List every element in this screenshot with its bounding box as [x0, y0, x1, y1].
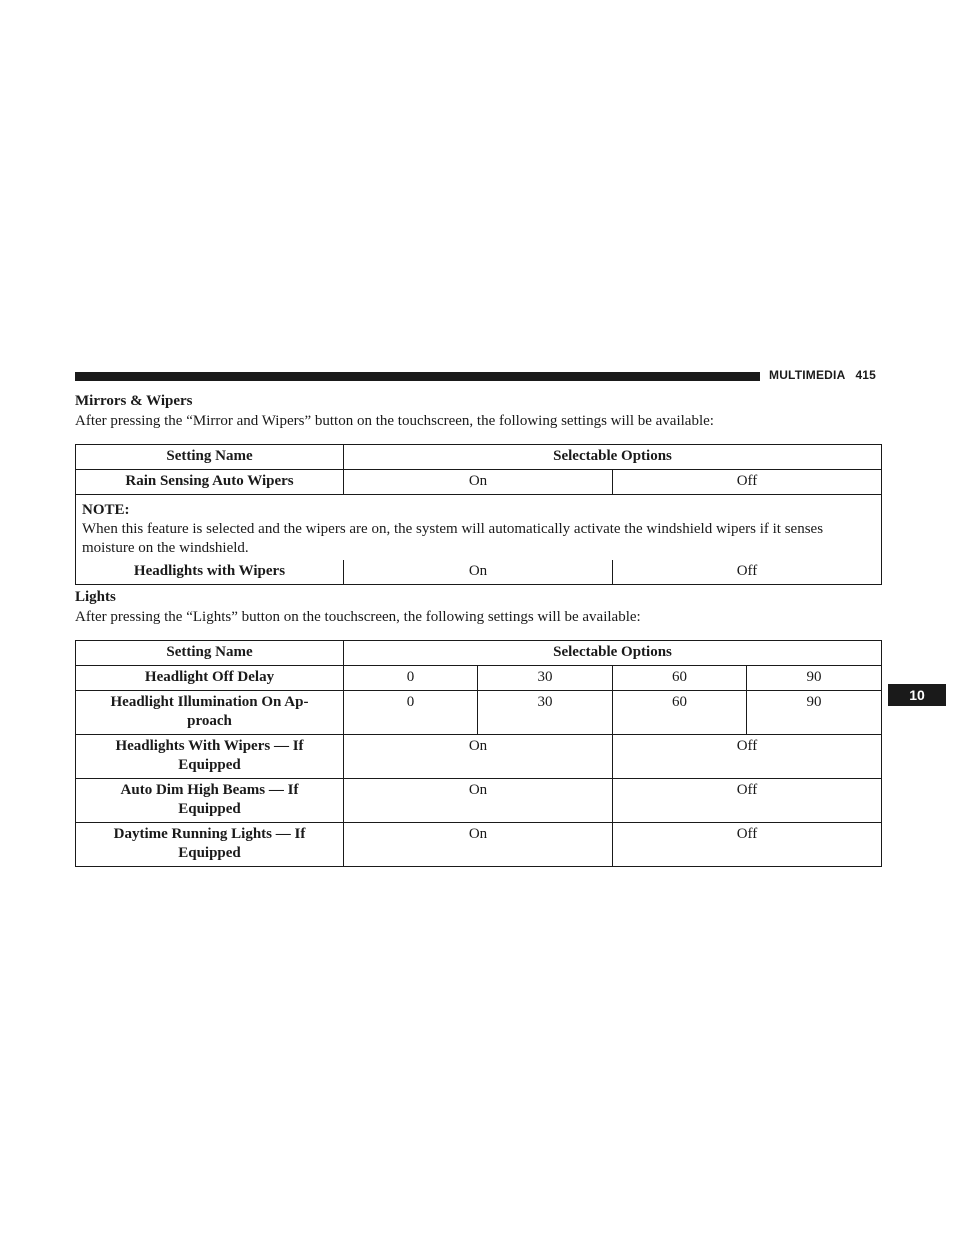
mirrors-wipers-settings-table — [75, 444, 882, 585]
table-row — [76, 560, 882, 585]
table-row — [76, 779, 882, 823]
table-row — [76, 666, 882, 691]
section-intro-mirrors-wipers: After pressing the “Mirror and Wipers” button on the touchscreen, the following settings will be available: — [75, 413, 714, 429]
lights-settings-table — [75, 640, 882, 867]
setting-name-headlights-with-wipers: Headlights With Wipers — If Equipped — [76, 735, 344, 779]
section-intro-lights: After pressing the “Lights” button on the touchscreen, the following settings will be available: — [75, 609, 641, 625]
option-on: On — [344, 779, 613, 823]
option-on: On — [344, 470, 613, 495]
option-off: Off — [613, 470, 882, 495]
table-header-row — [76, 641, 882, 666]
option-value: 30 — [478, 666, 613, 691]
setting-name-headlight-off-delay: Headlight Off Delay — [76, 666, 344, 691]
option-off: Off — [613, 823, 882, 867]
table-row — [76, 735, 882, 779]
setting-name-rain-sensing-auto-wipers: Rain Sensing Auto Wipers — [76, 470, 344, 495]
table-header-row — [76, 445, 882, 470]
column-header-selectable-options: Selectable Options — [344, 641, 882, 666]
option-value: 60 — [613, 666, 747, 691]
setting-name-auto-dim-high-beams: Auto Dim High Beams — If Equipped — [76, 779, 344, 823]
header-rule — [75, 372, 760, 381]
setting-name-headlight-illumination-on-approach: Headlight Illumination On Ap-proach — [76, 691, 344, 735]
section-title-lights: Lights — [75, 589, 116, 605]
column-header-setting-name: Setting Name — [76, 445, 344, 470]
running-header — [769, 368, 876, 382]
note-row — [76, 495, 882, 561]
option-value: 0 — [344, 691, 478, 735]
table-row — [76, 691, 882, 735]
setting-name-daytime-running-lights: Daytime Running Lights — If Equipped — [76, 823, 344, 867]
column-header-selectable-options: Selectable Options — [344, 445, 882, 470]
option-value: 0 — [344, 666, 478, 691]
option-value: 30 — [478, 691, 613, 735]
section-title-mirrors-wipers: Mirrors & Wipers — [75, 393, 193, 409]
header-section-title: MULTIMEDIA — [769, 368, 846, 382]
option-on: On — [344, 823, 613, 867]
setting-name-headlights-with-wipers: Headlights with Wipers — [76, 560, 344, 585]
option-value: 60 — [613, 691, 747, 735]
option-on: On — [344, 560, 613, 585]
table-row — [76, 823, 882, 867]
option-value: 90 — [747, 691, 882, 735]
option-off: Off — [613, 779, 882, 823]
chapter-tab: 10 — [888, 684, 946, 706]
column-header-setting-name: Setting Name — [76, 641, 344, 666]
table-row — [76, 470, 882, 495]
note-label: NOTE: — [82, 502, 130, 518]
note-text: When this feature is selected and the wipers are on, the system will automatically activate the windshield wipers if it senses moisture on the windshield. — [82, 521, 824, 556]
note-block — [76, 495, 882, 561]
page-number: 415 — [855, 368, 877, 382]
option-off: Off — [613, 735, 882, 779]
option-value: 90 — [747, 666, 882, 691]
option-on: On — [344, 735, 613, 779]
option-off: Off — [613, 560, 882, 585]
